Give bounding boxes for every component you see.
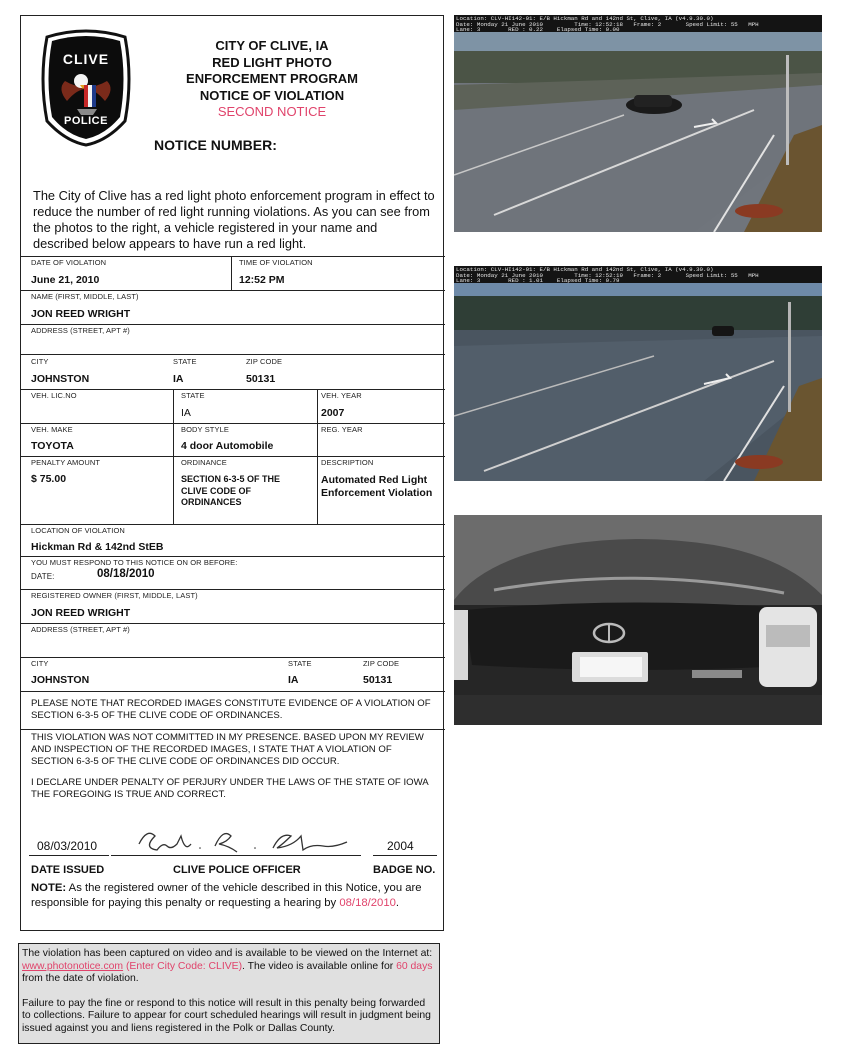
location-value: Hickman Rd & 142nd StEB [31, 541, 164, 553]
owner-responsibility-note [31, 881, 436, 910]
badge-number-label: BADGE NO. [373, 864, 436, 876]
description-value: Automated Red Light Enforcement Violation [321, 474, 433, 499]
city-value: JOHNSTON [31, 373, 90, 385]
note-suffix: . [395, 896, 400, 909]
video-info-text-3: from the date of violation. [22, 973, 139, 984]
evidence-statement: PLEASE NOTE THAT RECORDED IMAGES CONSTITUTE EVIDENCE OF A VIOLATION OF SECTION 6-3-5 OF THE CLIVE CODE OF ORDINANCES. [31, 698, 431, 721]
vehicle-license-label: VEH. LIC.NO [31, 391, 77, 400]
state-value: IA [173, 373, 184, 385]
logo-top-text: CLIVE [62, 51, 110, 67]
vehicle-make-value: TOYOTA [31, 440, 74, 452]
violation-photo-1 [454, 15, 822, 232]
photo-1-caption [454, 15, 822, 32]
address-label: ADDRESS (STREET, APT #) [31, 326, 130, 335]
date-issued-value: 08/03/2010 [37, 839, 98, 853]
header-enforcement: ENFORCEMENT PROGRAM [186, 71, 358, 86]
note-prefix: NOTE: [31, 882, 67, 894]
registered-owner-label: REGISTERED OWNER (FIRST, MIDDLE, LAST) [31, 591, 198, 600]
city-code-text: (Enter City Code: CLIVE) [123, 960, 243, 972]
photonotice-link[interactable]: www.photonotice.com [22, 960, 124, 972]
note-deadline-date: 08/18/2010 [339, 896, 396, 909]
date-of-violation-label: DATE OF VIOLATION [31, 258, 107, 267]
respond-by-date: 08/18/2010 [97, 568, 155, 580]
penalty-amount-label: PENALTY AMOUNT [31, 458, 101, 467]
badge-number-value: 2004 [387, 839, 414, 853]
penalty-amount-value: $ 75.00 [31, 473, 67, 485]
owner-zip-value: 50131 [363, 674, 393, 686]
name-label: NAME (FIRST, MIDDLE, LAST) [31, 292, 139, 301]
photo-2-caption-line-3: Lane: 3 RED : 1.01 Elapsed Time: 0.79 [456, 277, 620, 285]
registered-owner-value: JON REED WRIGHT [31, 607, 131, 619]
photo-1-caption-line-1: Location: CLV-HI142-01: E/B Hickman Rd and 142nd St, Clive, IA (v4.9.30.0) [456, 15, 714, 22]
vehicle-state-value: IA [181, 407, 191, 419]
name-value: JON REED WRIGHT [31, 308, 131, 320]
vehicle-year-value: 2007 [321, 407, 345, 419]
video-info-text: The violation has been captured on video and is available to be viewed on the Internet at: [22, 948, 433, 959]
clive-police-badge-logo [37, 29, 135, 147]
violation-photo-2 [454, 266, 822, 481]
photo-2-caption-line-2: Date: Monday 21 June 2010 Time: 12:52:19 Frame: 2 Speed Limit: 55 MPH [456, 271, 759, 279]
perjury-statement: I DECLARE UNDER PENALTY OF PERJURY UNDER THE LAWS OF THE STATE OF IOWA THE FOREGOING IS TRUE AND CORRECT. [31, 777, 429, 800]
photo-2-caption [454, 266, 822, 283]
officer-signature [133, 822, 365, 856]
video-info-text-2: . The video is available online for [242, 960, 397, 972]
state-label: STATE [173, 357, 197, 366]
ordinance-value: SECTION 6-3-5 OF THE CLIVE CODE OF ORDINANCES [181, 474, 281, 507]
header-city: CITY OF CLIVE, IA [215, 38, 329, 53]
registration-year-label: REG. YEAR [321, 425, 363, 434]
owner-city-value: JOHNSTON [31, 674, 90, 686]
body-style-label: BODY STYLE [181, 425, 229, 434]
intro-paragraph: The City of Clive has a red light photo enforcement program in effect to reduce the number of red light running violations. As you can see from the photos to the right, a vehicle registered in your name and described below appears to have run a red light. [33, 188, 435, 251]
photo-1-caption-line-2: Date: Monday 21 June 2010 Time: 12:52:18 Frame: 2 Speed Limit: 55 MPH [456, 20, 759, 28]
violation-notice-form [20, 15, 444, 931]
owner-state-value: IA [288, 674, 299, 686]
date-issued-label: DATE ISSUED [31, 864, 105, 876]
photo-1-caption-line-3: Lane: 3 RED : 0.22 Elapsed Time: 0.00 [456, 26, 620, 34]
notice-number-label: NOTICE NUMBER: [154, 137, 277, 153]
note-text: As the registered owner of the vehicle described in this Notice, you are responsible for paying this penalty or requesting a hearing by [31, 882, 422, 909]
license-plate-closeup-photo [454, 515, 822, 725]
video-info-paragraph [22, 948, 436, 986]
time-of-violation-label: TIME OF VIOLATION [239, 258, 313, 267]
owner-zip-label: ZIP CODE [363, 659, 400, 668]
owner-address-label: ADDRESS (STREET, APT #) [31, 625, 130, 634]
officer-label: CLIVE POLICE OFFICER [173, 864, 301, 876]
header-program: RED LIGHT PHOTO [212, 54, 332, 70]
photo-2-caption-line-1: Location: CLV-HI142-01: E/B Hickman Rd and 142nd St, Clive, IA (v4.9.30.0) [456, 266, 714, 273]
respond-date-prefix: DATE: [31, 572, 55, 581]
logo-bottom-text: POLICE [64, 115, 108, 127]
notice-header [141, 38, 403, 121]
header-notice: NOTICE OF VIOLATION [199, 87, 345, 103]
description-label: DESCRIPTION [321, 458, 374, 467]
zip-value: 50131 [246, 373, 276, 385]
time-of-violation-value: 12:52 PM [239, 274, 285, 286]
second-notice-label: SECOND NOTICE [217, 104, 327, 119]
vehicle-state-label: STATE [181, 391, 205, 400]
city-label: CITY [31, 357, 49, 366]
date-of-violation-value: June 21, 2010 [31, 274, 100, 286]
online-video-info-box [18, 943, 440, 1044]
vehicle-year-label: VEH. YEAR [321, 391, 362, 400]
respond-by-label: YOU MUST RESPOND TO THIS NOTICE ON OR BEFORE: [31, 558, 238, 567]
body-style-value: 4 door Automobile [181, 440, 274, 452]
owner-state-label: STATE [288, 659, 312, 668]
zip-label: ZIP CODE [246, 357, 283, 366]
ordinance-label: ORDINANCE [181, 458, 227, 467]
vehicle-make-label: VEH. MAKE [31, 425, 73, 434]
location-label: LOCATION OF VIOLATION [31, 526, 125, 535]
failure-to-pay-paragraph: Failure to pay the fine or respond to this notice will result in this penalty being forwarded to collections. Failure to appear for court scheduled hearings will result in judgment being issued against you and liens registered in the Polk or Dallas County. [22, 997, 431, 1034]
review-statement: THIS VIOLATION WAS NOT COMMITTED IN MY PRESENCE. BASED UPON MY REVIEW AND INSPECTION OF THE RECORDED IMAGES, I STATE THAT A VIOLATION OF SECTION 6-3-5 OF THE CLIVE CODE OF ORDINANCES DID OCCUR. [31, 732, 424, 767]
owner-city-label: CITY [31, 659, 49, 668]
available-days: 60 days [396, 960, 433, 972]
